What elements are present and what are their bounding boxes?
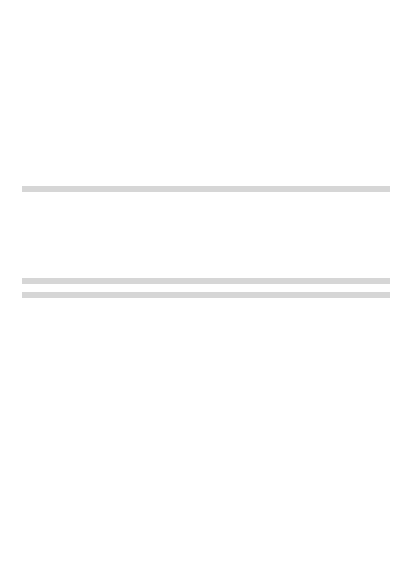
redacted-bar (22, 186, 390, 192)
redacted-bar (22, 292, 390, 298)
redacted-bar (22, 278, 390, 284)
